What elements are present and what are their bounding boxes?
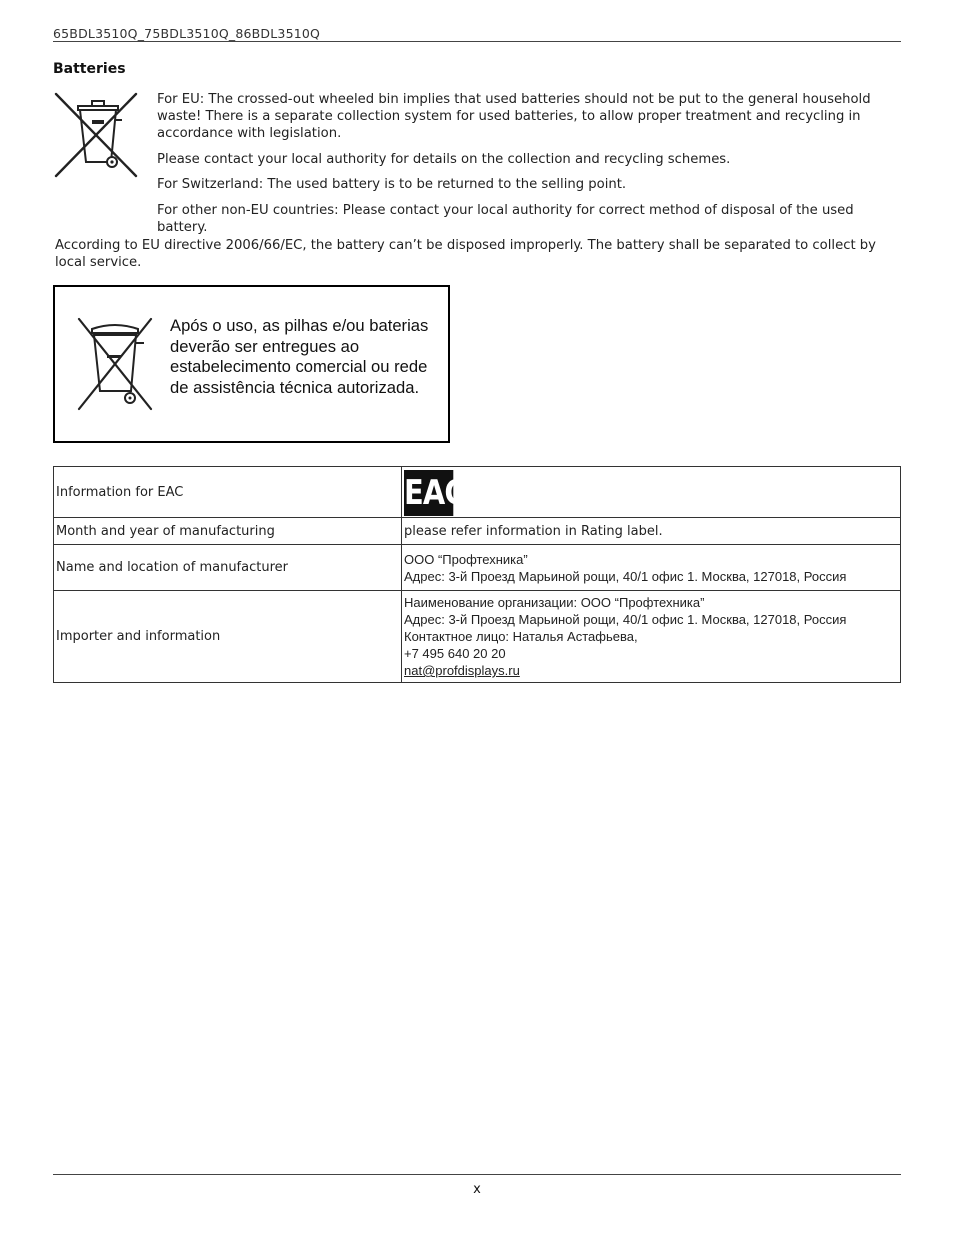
contact-paragraph: Please contact your local authority for details on the collection and recycling schemes.	[157, 152, 731, 167]
footer-divider	[53, 1174, 901, 1175]
importer-contact: Контактное лицо: Наталья Астафьева,	[404, 629, 638, 644]
crossed-bin-icon	[54, 92, 138, 178]
eac-info-table	[53, 466, 901, 683]
switzerland-paragraph: For Switzerland: The used battery is to be returned to the selling point.	[157, 177, 627, 192]
table-row	[54, 545, 901, 591]
manufacturer-value	[402, 545, 901, 591]
manufacture-date-label: Month and year of manufacturing	[54, 518, 402, 545]
manufacturer-label: Name and location of manufacturer	[54, 545, 402, 591]
importer-email-link[interactable]: nat@profdisplays.ru	[404, 663, 520, 678]
table-row	[54, 518, 901, 545]
header-models: 65BDL3510Q_75BDL3510Q_86BDL3510Q	[53, 26, 321, 41]
importer-phone: +7 495 640 20 20	[404, 646, 506, 661]
manufacturer-name: ООО “Профтехника”	[404, 551, 528, 567]
table-row	[54, 591, 901, 683]
crossed-bin-icon	[75, 315, 157, 411]
importer-org: Наименование организации: ООО “Профтехника”	[404, 595, 705, 610]
non-eu-paragraph: For other non-EU countries: Please contact your local authority for correct method of disposal of the used battery.	[157, 203, 854, 235]
importer-label: Importer and information	[54, 591, 402, 683]
eu-paragraph: For EU: The crossed-out wheeled bin implies that used batteries should not be put to the general household waste! There is a separate collection system for used batteries, to allow proper treatment and recycling in accordance with legislation.	[157, 92, 871, 141]
brazil-battery-notice	[53, 285, 450, 443]
directive-paragraph: According to EU directive 2006/66/EC, the battery can’t be disposed improperly. The battery shall be separated to collect by local service.	[55, 238, 876, 270]
manufacture-date-value: please refer information in Rating label.	[402, 518, 901, 545]
eac-logo: EAC	[404, 470, 453, 516]
table-row	[54, 467, 901, 518]
brazil-notice-text: Após o uso, as pilhas e/ou baterias deverão ser entregues ao estabelecimento comercial ou rede de assistência técnica autorizada.	[170, 316, 429, 397]
header-divider	[53, 41, 901, 42]
section-title: Batteries	[53, 61, 126, 77]
manufacturer-address: Адрес: 3-й Проезд Марьиной рощи, 40/1 офис 1. Москва, 127018, Россия	[404, 568, 847, 584]
importer-address: Адрес: 3-й Проезд Марьиной рощи, 40/1 офис 1. Москва, 127018, Россия	[404, 612, 847, 627]
eac-logo-cell	[402, 467, 901, 518]
page-number: x	[473, 1182, 481, 1197]
eac-label: Information for EAC	[54, 467, 402, 518]
importer-value	[402, 591, 901, 683]
